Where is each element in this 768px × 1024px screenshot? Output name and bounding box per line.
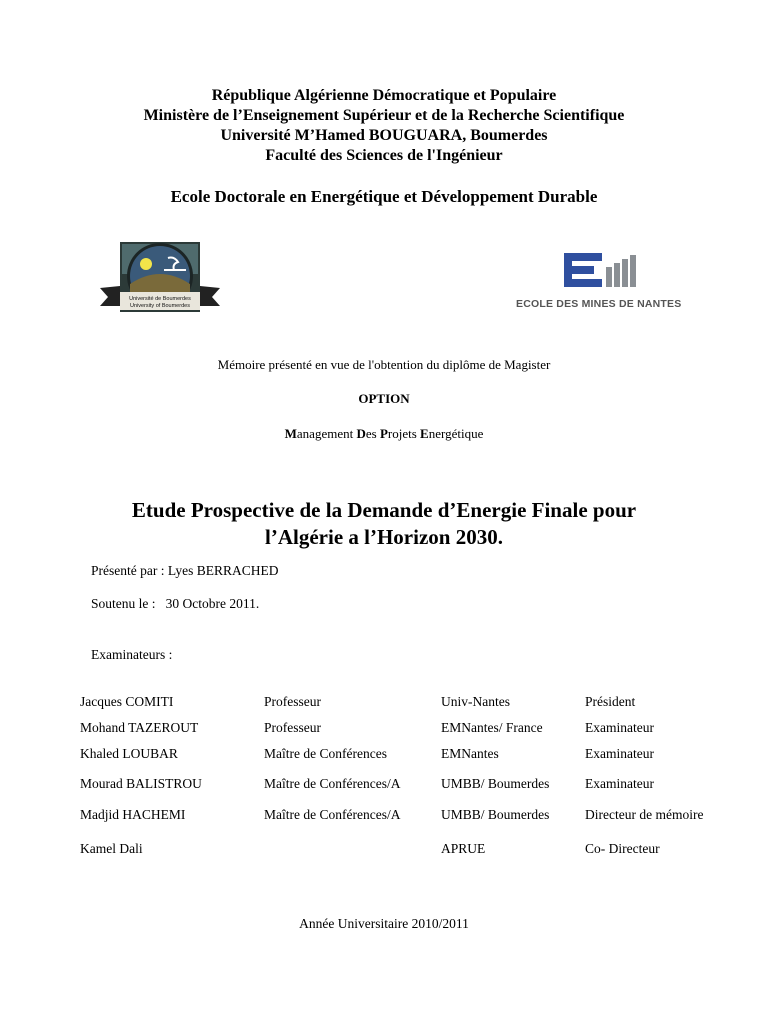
option-label: OPTION xyxy=(358,391,410,406)
faculty-line: Faculté des Sciences de l'Ingénieur xyxy=(265,147,503,164)
examiners-label: Examinateurs : xyxy=(91,647,173,662)
examiner-institution: EMNantes/ France xyxy=(441,720,543,735)
examiner-role: Examinateur xyxy=(585,746,654,761)
option-value: Management Des Projets Energétique xyxy=(284,426,484,441)
institution-header xyxy=(0,86,768,166)
university-line: Université M’Hamed BOUGUARA, Boumerdes xyxy=(220,127,548,144)
examiner-title: Maître de Conférences/A xyxy=(264,776,401,791)
examiner-name: Mohand TAZEROUT xyxy=(80,720,199,735)
defense-date: Soutenu le : 30 Octobre 2011. xyxy=(91,596,260,611)
university-boumerdes-logo xyxy=(98,236,222,326)
examiner-institution: EMNantes xyxy=(441,746,499,761)
seal-text-2: University of Boumerdes xyxy=(130,303,190,309)
examiner-title: Professeur xyxy=(264,720,321,735)
examiner-title: Maître de Conférences/A xyxy=(264,807,401,822)
examiner-title: Maître de Conférences xyxy=(264,746,387,761)
examiner-name: Jacques COMITI xyxy=(80,694,174,709)
presented-by: Présenté par : Lyes BERRACHED xyxy=(91,563,279,578)
doctoral-school: Ecole Doctorale en Energétique et Développement Durable xyxy=(170,187,598,206)
examiner-institution: APRUE xyxy=(441,841,486,856)
memoire-statement: Mémoire présenté en vue de l'obtention du diplôme de Magister xyxy=(217,357,551,372)
thesis-title xyxy=(0,497,768,551)
examiner-name: Mourad BALISTROU xyxy=(80,776,202,791)
examiner-institution: UMBB/ Boumerdes xyxy=(441,807,550,822)
seal-text-1: Université de Boumerdes xyxy=(129,296,191,302)
examiner-institution: Univ-Nantes xyxy=(441,694,510,709)
title-line-2: l’Algérie a l’Horizon 2030. xyxy=(265,525,503,549)
examiner-role: Examinateur xyxy=(585,776,654,791)
title-line-1: Etude Prospective de la Demande d’Energie Finale pour xyxy=(131,498,637,522)
republic-line: République Algérienne Démocratique et Populaire xyxy=(211,87,557,104)
examiner-name: Kamel Dali xyxy=(80,841,143,856)
examiner-role: Examinateur xyxy=(585,720,654,735)
examiner-name: Khaled LOUBAR xyxy=(80,746,178,761)
examiner-name: Madjid HACHEMI xyxy=(80,807,186,822)
examiner-role: Co- Directeur xyxy=(585,841,660,856)
examiner-institution: UMBB/ Boumerdes xyxy=(441,776,550,791)
examiner-title: Professeur xyxy=(264,694,321,709)
examiner-role: Directeur de mémoire xyxy=(585,807,704,822)
examiner-role: Président xyxy=(585,694,636,709)
ministry-line: Ministère de l’Enseignement Supérieur et de la Recherche Scientifique xyxy=(143,107,625,124)
ecole-des-mines-label: ECOLE DES MINES DE NANTES xyxy=(516,298,682,310)
academic-year: Année Universitaire 2010/2011 xyxy=(299,916,469,931)
